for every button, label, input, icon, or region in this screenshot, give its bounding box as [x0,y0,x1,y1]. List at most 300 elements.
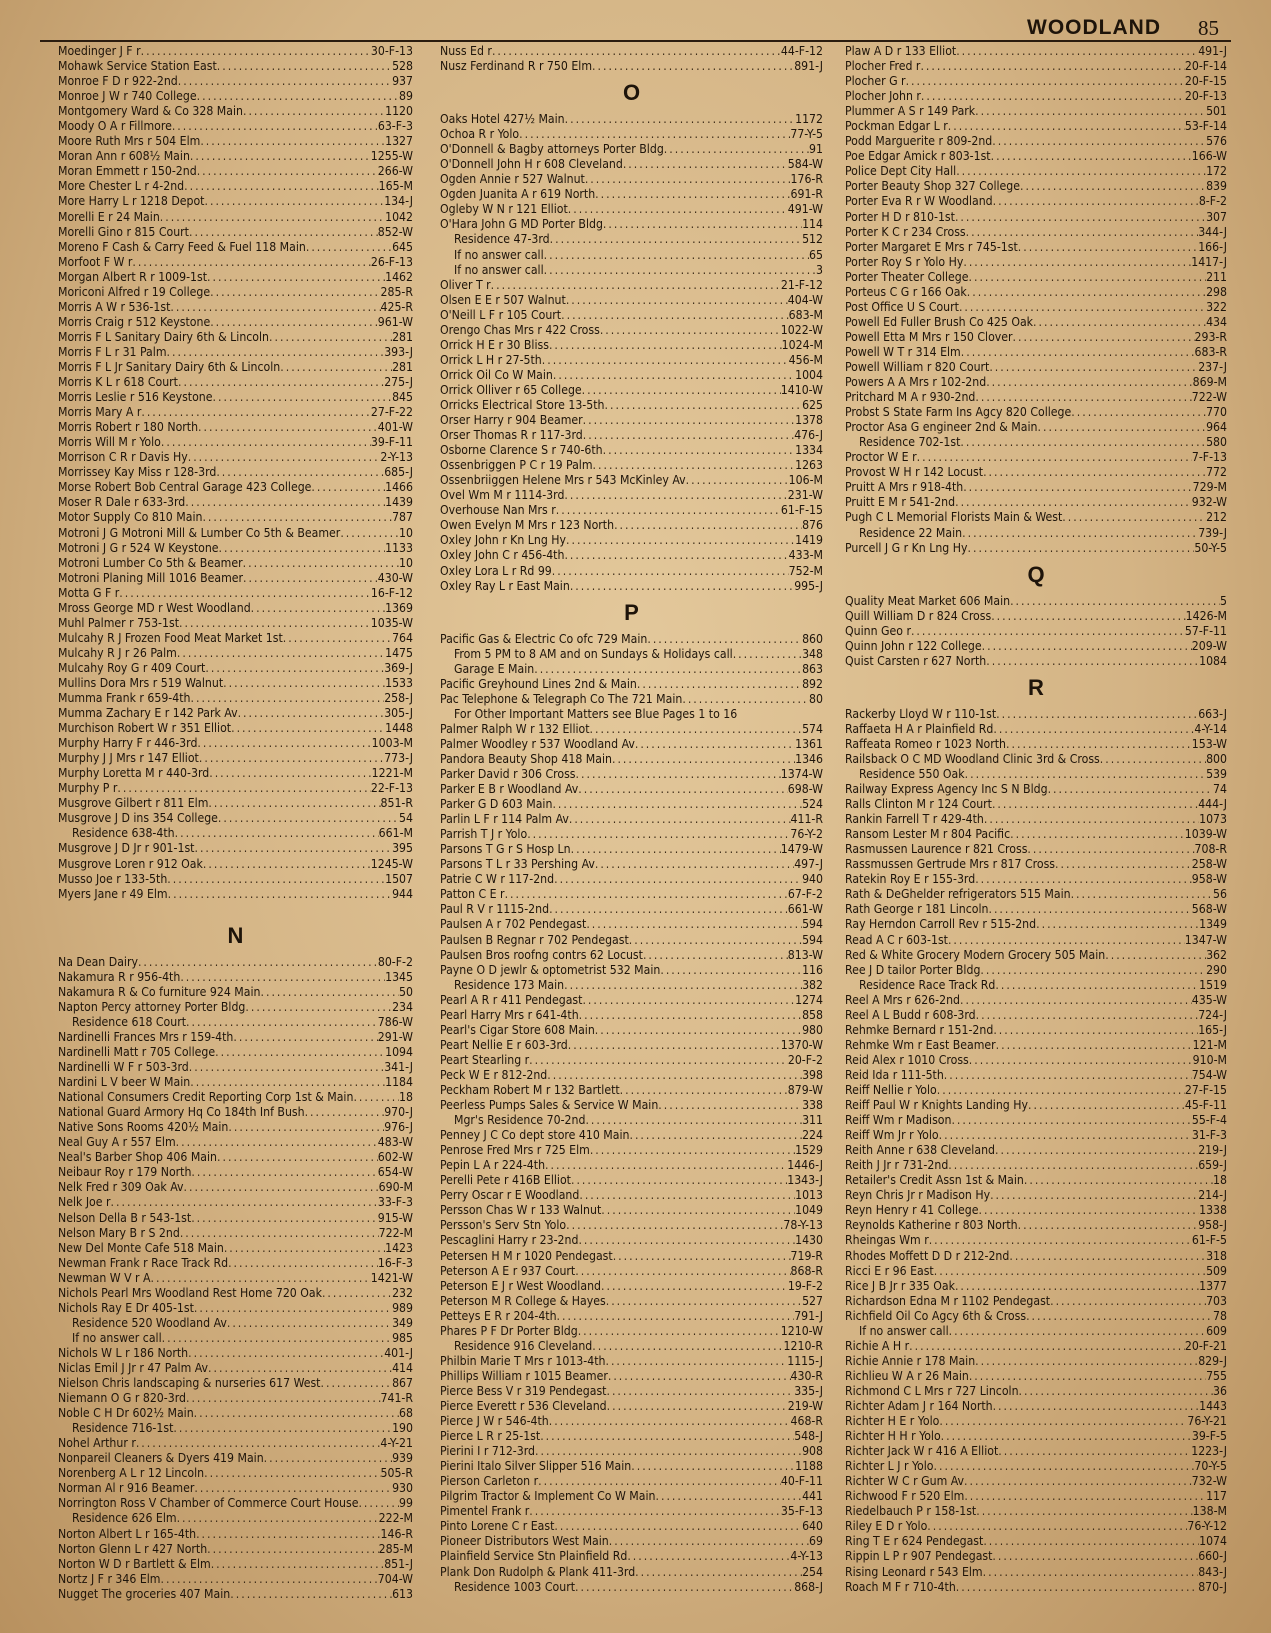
listing-entry [845,330,1227,345]
dot-leader [570,579,794,594]
listing-entry [845,300,1227,315]
listing-entry [845,1339,1227,1354]
listing-name: Riley E D r Yolo [845,1519,928,1534]
listing-entry [440,1264,823,1279]
listing-name: Nardini L V beer W Main [58,1075,191,1090]
listing-entry [58,556,413,571]
listing-entry [58,179,413,194]
listing-name: Noble C H Dr 602½ Main [58,1406,194,1421]
listing-phone: 45-F-11 [1184,1098,1227,1113]
dot-leader [984,812,1199,827]
listing-name: From 5 PM to 8 AM and on Sundays & Holidays call [454,646,733,661]
listing-name: Pac Telephone & Telegraph Co The 721 Main [440,691,683,706]
listing-phone: 524 [802,797,823,812]
dot-leader [585,172,791,187]
listing-phone: 741-R [380,1391,413,1406]
dot-leader [1037,420,1206,435]
listing-name: Muhl Palmer r 753-1st [58,615,179,630]
listing-entry [845,1294,1227,1309]
listing-name: Porter Beauty Shop 327 College [845,179,1021,194]
listing-phone: 91 [809,142,823,157]
listing-phone: 690-M [378,1180,413,1195]
listing-name: Monroe J W r 740 College [58,89,197,104]
listing-phone: 1115-J [787,1353,823,1368]
dot-leader [949,1324,1206,1339]
dot-leader [993,1399,1200,1414]
dot-leader [643,948,788,963]
listing-name: Richter H H r Yolo [845,1429,941,1444]
listing-phone: 1255-W [370,149,413,164]
spacer [58,902,413,917]
dot-leader [185,495,385,510]
listing-phone: 414 [392,1360,413,1375]
listing-entry [440,308,823,323]
dot-leader [920,59,1184,74]
listing-name: Parrish T J r Yolo [440,827,528,842]
dot-leader [941,1429,1192,1444]
listing-phone: 739-J [1198,525,1227,540]
listing-name: Pugh C L Memorial Florists Main & West [845,510,1063,525]
listing-name: Plaw A D r 133 Elliot [845,44,957,58]
listing-phone: 1120 [385,104,413,119]
listing-name: Pierini Italo Silver Slipper 516 Main [440,1459,632,1474]
listing-name: Pilgrim Tractor & Implement Co W Main [440,1489,656,1504]
listing-phone: 483-W [377,1135,413,1150]
listing-phone: 21-F-12 [780,277,823,292]
listing-phone: 44-F-12 [780,44,823,58]
listing-name: Powell W T r 314 Elm [845,344,961,359]
dot-leader [535,1444,802,1459]
listing-entry [440,677,823,692]
listing-entry [58,1060,413,1075]
listing-entry [58,751,413,766]
dot-leader [186,1391,381,1406]
listing-phone: 1417-J [1191,254,1227,269]
listing-entry [440,428,823,443]
listing-name: Quist Carsten r 627 North [845,653,987,668]
listing-entry [58,330,413,345]
dot-leader [906,74,1185,89]
dot-leader [627,1549,790,1564]
listing-name: Read A C r 603-1st [845,932,948,947]
dot-leader [614,518,802,533]
listing-name: Ogden Annie r 527 Walnut [440,172,585,187]
listing-phone: 1423 [385,1240,413,1255]
listing-name: Nakamura R r 956-4th [58,969,181,984]
listing-phone: 1345 [385,969,413,984]
listing-phone: 683-M [788,307,823,322]
listing-entry [845,1068,1227,1083]
dot-leader [989,360,1198,375]
dot-leader [322,1286,392,1301]
listing-phone: 468-R [790,1414,823,1429]
dot-leader [623,157,788,172]
listing-entry [440,1083,823,1098]
listing-phone: 74 [1213,782,1227,797]
listing-subentry [58,1421,413,1436]
listing-phone: 70-Y-5 [1194,1459,1227,1474]
dot-leader [1028,1098,1185,1113]
dot-leader [132,255,371,270]
listing-phone: 348 [802,646,823,661]
listing-phone: 1042 [385,209,413,224]
listing-phone: 719-R [790,1248,823,1263]
dot-leader [217,59,392,74]
dot-leader [190,1075,385,1090]
dot-leader [975,104,1206,119]
listing-name: Mullins Dora Mrs r 519 Walnut [58,675,224,690]
listing-phone: 800 [1206,751,1227,766]
listing-name: Parsons T G r S Hosp Ln [440,842,571,857]
dot-leader [208,796,380,811]
listing-entry [58,270,413,285]
dot-leader [948,933,1185,948]
listing-entry [440,767,823,782]
dot-leader [995,1143,1198,1158]
listing-entry [845,1580,1227,1595]
listing-entry [58,1587,413,1602]
listing-subentry [440,263,823,278]
listing-entry [440,518,823,533]
dot-leader [582,993,795,1008]
dot-leader [991,609,1185,624]
listing-name: Reynolds Katherine r 803 North [845,1218,1018,1233]
listing-name: Pacific Greyhound Lines 2nd & Main [440,676,637,691]
listing-entry [845,639,1227,654]
listing-phone: 1347-W [1184,932,1227,947]
listing-phone: 434 [1206,314,1227,329]
listing-phone: 1421-W [370,1270,413,1285]
listing-entry [845,609,1227,624]
dot-leader [243,104,385,119]
listing-phone: 153-W [1191,736,1227,751]
dot-leader [1050,1294,1206,1309]
listing-entry [58,134,413,149]
listing-entry [58,495,413,510]
listing-entry [58,225,413,240]
dot-leader [647,632,802,647]
listing-phone: 829-J [1198,1353,1227,1368]
listing-name: Olsen E E r 507 Walnut [440,292,566,307]
listing-phone: 1013 [795,1188,823,1203]
listing-phone: 36 [1213,1383,1227,1398]
dot-leader [578,1324,781,1339]
listing-phone: 27-F-15 [1184,1083,1227,1097]
listing-entry [440,1128,823,1143]
dot-leader [167,345,385,360]
listing-phone: 19-F-2 [787,1278,823,1293]
listing-entry [58,676,413,691]
listing-entry [440,368,823,383]
listing-entry [440,887,823,902]
listing-entry [440,157,823,172]
listing-entry [440,413,823,428]
listing-name: Parker E B r Woodland Av [440,782,579,797]
listing-phone: 10 [399,555,413,570]
dot-leader [180,1226,379,1241]
listing-entry [58,435,413,450]
listing-entry [440,458,823,473]
listing-phone: 146-R [380,1526,413,1541]
listing-phone: 298 [1206,284,1227,299]
listing-phone: 77-Y-5 [790,127,823,142]
listing-phone: 344-J [1198,224,1227,239]
dot-leader [228,1120,384,1135]
listing-phone: 509 [1206,1263,1227,1278]
listing-phone: 89 [399,89,413,104]
dot-leader [188,1346,384,1361]
listing-entry [58,240,413,255]
listing-entry [440,1023,823,1038]
listing-phone: 958-J [1198,1218,1227,1233]
listing-name: Orengo Chas Mrs r 422 Cross [440,322,600,337]
listing-phone: 958-W [1191,872,1227,887]
dot-leader [162,1331,392,1346]
listing-phone: 219-W [787,1398,823,1413]
dot-leader [542,353,789,368]
dot-leader [979,1203,1200,1218]
dot-leader [976,1008,1199,1023]
listing-phone: 661-M [378,826,413,841]
listing-entry [845,1519,1227,1534]
dot-leader [629,933,802,948]
listing-entry [845,480,1227,495]
listing-entry [440,1053,823,1068]
listing-entry [58,1391,413,1406]
listing-phone: 258-J [384,691,413,706]
listing-name: Morrissey Kay Miss r 128-3rd [58,465,217,480]
listing-phone: 78 [1213,1308,1227,1323]
listing-name: Powell Etta M Mrs r 150 Clover [845,329,1013,344]
dot-leader [637,677,802,692]
listing-name: Overhouse Nan Mrs r [440,503,556,518]
listing-phone: 625 [802,397,823,412]
listing-entry [58,1466,413,1481]
dot-leader [213,390,393,405]
listing-entry [845,1474,1227,1489]
listing-entry [845,1369,1227,1384]
listing-name: Parker G D 603 Main [440,797,553,812]
listing-phone: 18 [399,1090,413,1105]
dot-leader [601,1203,795,1218]
dot-leader [578,782,787,797]
dot-leader [939,1414,1187,1429]
listing-entry [845,1279,1227,1294]
listing-phone: 851-R [380,796,413,811]
listing-name: Raffaeta H A r Plainfield Rd [845,721,994,736]
listing-name: Reith Anne r 638 Cleveland [845,1143,995,1158]
listing-phone: 117 [1206,1489,1227,1504]
listing-name: Mulcahy R J r 26 Palm [58,645,177,660]
listing-entry [845,1218,1227,1233]
listing-entry [58,691,413,706]
listing-entry [58,480,413,495]
dot-leader [1055,857,1192,872]
listing-entry [58,1572,413,1587]
listing-phone: 892 [802,676,823,691]
listing-entry [440,1444,823,1459]
dot-leader [1024,1173,1213,1188]
listing-entry [845,1354,1227,1369]
listing-entry [440,488,823,503]
listing-phone: 281 [392,329,413,344]
dot-leader [217,1150,378,1165]
listing-name: Motta G F r [58,585,120,600]
listing-name: Rhodes Moffett D D r 212-2nd [845,1248,1010,1263]
listing-entry [58,646,413,661]
listing-entry [440,737,823,752]
dot-leader [601,1279,788,1294]
listing-phone: 1378 [795,413,823,428]
listing-subentry [58,1015,413,1030]
listing-phone: 411-R [790,812,823,827]
listing-phone: 335-J [794,1383,823,1398]
listing-entry [845,948,1227,963]
dot-leader [969,1053,1193,1068]
dot-leader [592,59,794,74]
listing-entry [58,1090,413,1105]
listing-name: Retailer's Credit Assn 1st & Main [845,1173,1024,1188]
listing-phone: 39-F-11 [370,435,413,450]
dot-leader [189,1060,384,1075]
dot-leader [243,556,399,571]
dot-leader [568,1038,781,1053]
listing-subentry [440,647,823,662]
listing-phone: 1349 [1199,917,1227,932]
listing-name: Nichols W L r 186 North [58,1345,189,1360]
listing-name: Rheingas Wm r [845,1233,929,1248]
listing-phone: 1439 [385,495,413,510]
listing-name: Purcell J G r Kn Lng Hy [845,540,968,555]
listing-phone: 1338 [1199,1203,1227,1218]
listing-subentry [58,1316,413,1331]
listing-name: Ovel Wm M r 1114-3rd [440,488,565,503]
listing-entry [58,841,413,856]
dot-leader [969,1369,1206,1384]
section-letter: P [624,599,639,625]
listing-phone: 341-J [384,1060,413,1075]
listing-phone: 214-J [1198,1188,1227,1203]
dot-leader [177,1511,379,1526]
dot-leader [982,639,1192,654]
listing-name: Ree J D tailor Porter Bldg [845,962,981,977]
dot-leader [505,887,788,902]
listing-phone: 932-W [1191,495,1227,510]
listing-entry [58,1406,413,1421]
listing-phone: 1443 [1199,1398,1227,1413]
listing-entry [58,1195,413,1210]
section-letter: R [1028,674,1044,700]
listing-name: Reiff Paul W r Knights Landing Hy [845,1098,1028,1113]
listing-phone: 222-M [378,1511,413,1526]
listing-name: Patton C E r [440,887,505,902]
listing-phone: 138-M [1192,1504,1227,1519]
dot-leader [951,1113,1191,1128]
listing-entry [440,948,823,963]
listing-phone: 491-W [787,202,823,217]
listing-name: If no answer call [859,1323,949,1338]
dot-leader [527,827,790,842]
listing-entry [440,1249,823,1264]
listing-name: Pierson Carleton r [440,1474,539,1489]
listing-entry [440,579,823,594]
listing-entry [845,255,1227,270]
listing-phone: 940 [802,872,823,887]
listing-name: Garage E Main [454,661,535,676]
listing-name: Ring T E r 624 Pendegast [845,1534,984,1549]
listing-phone: 1223-J [1191,1444,1227,1459]
dot-leader [1026,1309,1213,1324]
listing-entry [58,736,413,751]
listing-phone: 863 [802,661,823,676]
listing-entry [845,963,1227,978]
listing-phone: 404-W [787,292,823,307]
listing-phone: 755 [1206,1368,1227,1383]
listing-phone: 165-J [1198,1022,1227,1037]
listing-phone: 645 [392,239,413,254]
listing-phone: 237-J [1198,359,1227,374]
listing-phone: 1245-W [370,856,413,871]
listing-phone: 134-J [384,194,413,209]
dot-leader [944,1068,1192,1083]
listing-entry [845,1083,1227,1098]
listing-entry [58,59,413,74]
listing-name: Richwood F r 520 Elm [845,1489,965,1504]
dot-leader [998,1444,1191,1459]
listing-name: Palmer Ralph W r 132 Elliot [440,721,590,736]
listing-phone: 594 [802,932,823,947]
listing-entry [58,526,413,541]
dot-leader [575,1264,790,1279]
listing-phone: 20-F-21 [1184,1338,1227,1353]
listing-name: O'Neill L F r 105 Court [440,307,562,322]
listing-name: Morelli E r 24 Main [58,209,160,224]
listing-entry [845,1158,1227,1173]
listing-phone: 1446-J [787,1158,823,1173]
listing-subentry [58,1511,413,1526]
listing-phone: 190 [392,1421,413,1436]
listing-phone: 224 [802,1128,823,1143]
listing-name: Reel A L Budd r 608-3rd [845,1007,976,1022]
listing-name: Morris F L r 31 Palm [58,344,167,359]
listing-name: Motroni Lumber Co 5th & Beamer [58,555,243,570]
listing-phone: 602-W [377,1150,413,1165]
listing-entry [58,955,413,970]
listing-name: Residence 916 Cleveland [454,1338,593,1353]
listing-entry [845,722,1227,737]
dot-leader [995,978,1199,993]
listing-phone: 166-J [1198,239,1227,254]
listing-phone: 78-Y-13 [783,1218,823,1233]
listing-entry [58,194,413,209]
listing-name: Mulcahy Roy G r 409 Court [58,660,206,675]
listing-phone: 435-W [1191,992,1227,1007]
listing-phone: 1462 [385,269,413,284]
listing-entry [58,1135,413,1150]
dot-leader [996,707,1198,722]
listing-name: Rising Leonard r 543 Elm [845,1564,983,1579]
listing-name: Rippin L P r 907 Pendegast [845,1549,993,1564]
listing-name: Persson Chas W r 133 Walnut [440,1203,602,1218]
dot-leader [136,1436,381,1451]
listing-phone: 311 [802,1113,823,1128]
listing-phone: 254 [802,1564,823,1579]
listing-name: Petersen H M r 1020 Pendegast [440,1248,613,1263]
listing-entry [58,706,413,721]
listing-entry [440,782,823,797]
listing-entry [440,1489,823,1504]
listing-phone: 930 [392,1481,413,1496]
